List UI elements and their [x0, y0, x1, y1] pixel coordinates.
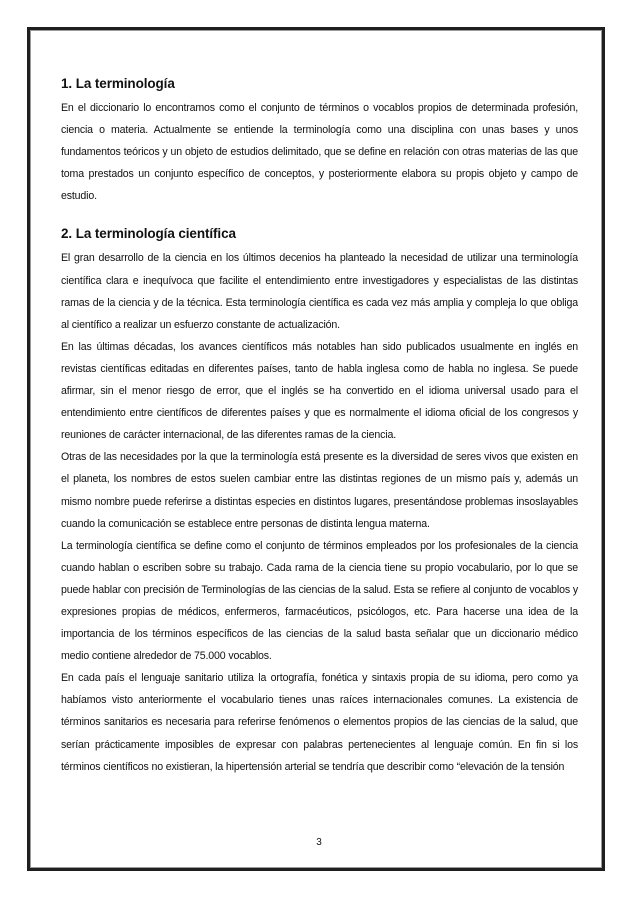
- section-2-paragraph-4: La terminología científica se define como el conjunto de términos empleados por los profesionales de la ciencia cuando hablan o escriben sobre su trabajo. Cada rama de la ciencia tiene su propio vocabulario, por lo que se puede hablar con precisión de Terminologías de las ciencias de la salud. Esta se refiere al conjunto de vocablos y expresiones propias de médicos, enfermeros, farmacéuticos, psicólogos, etc. Para hacerse una idea de la importancia de los términos específicos de las ciencias de la salud basta señalar que un diccionario médico medio contiene alrededor de 75.000 vocablos.: [61, 539, 578, 663]
- section-2-heading: 2. La terminología científica: [61, 226, 236, 242]
- section-2-paragraph-3: Otras de las necesidades por la que la terminología está presente es la diversidad de seres vivos que existen en el planeta, los nombres de estos suelen cambiar entre las distintas regiones de un mismo país y, además un mismo nombre puede referirse a distintas especies en distintos lugares, presentándose problemas insoslayables cuando la comunicación se establece entre personas de distinta lengua materna.: [61, 451, 578, 530]
- section-1-paragraph-1: En el diccionario lo encontramos como el conjunto de términos o vocablos propios de determinada profesión, ciencia o materia. Actualmente se entiende la terminología como una disciplina con unas bases y unos fundamentos teóricos y un objeto de estudios delimitado, que se define en relación con otras materias de las que toma prestados un conjunto específico de conceptos, y posteriormente elabora su propis objeto y campo de estudio.: [61, 102, 578, 203]
- section-2-paragraph-2: En las últimas décadas, los avances científicos más notables han sido publicados usualmente en inglés en revistas científicas editadas en diferentes países, tanto de habla inglesa como de habla no inglesa. Se puede afirmar, sin el menor riesgo de error, que el inglés se ha convertido en el idioma universal usado para el entendimiento entre científicos de diferentes países y que es normalmente el idioma oficial de los congresos y reuniones de carácter internacional, de las diferentes ramas de la ciencia.: [61, 340, 578, 442]
- page-number: 3: [316, 837, 322, 848]
- section-2-paragraph-5: En cada país el lenguaje sanitario utiliza la ortografía, fonética y sintaxis propia de su idioma, pero como ya habíamos visto anteriormente el vocabulario tienes unas raíces internacionales comunes. La existencia de términos sanitarios es necesaria para referirse fenómenos o elementos propios de las ciencias de la salud, que serían prácticamente imposibles de expresar con palabras pertenecientes al lenguaje común. En fin si los términos científicos no existieran, la hipertensión arterial se tendría que describir como “elevación de la tensión: [61, 672, 578, 773]
- section-1-heading: 1. La terminología: [61, 76, 175, 91]
- document-body: [61, 76, 578, 778]
- section-2-paragraph-1: El gran desarrollo de la ciencia en los últimos decenios ha planteado la necesidad de utilizar una terminología científica clara e inequívoca que facilite el entendimiento entre investigadores y especialistas de las distintas ramas de la ciencia y de la técnica. Esta terminología científica es cada vez más amplia y compleja lo que obliga al científico a realizar un esfuerzo constante de actualización.: [61, 252, 578, 331]
